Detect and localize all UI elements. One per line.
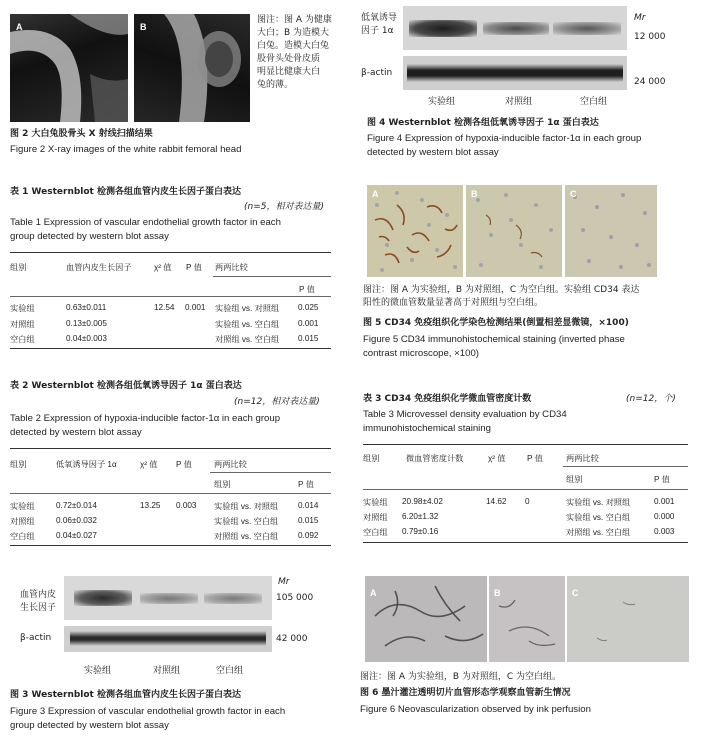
table2-cell: 0.72±0.014 <box>56 501 97 510</box>
fig4-mw-actin: 24 000 <box>634 77 666 87</box>
fig6-image-c <box>567 576 689 662</box>
table2-note: (n=12，相对表达量) <box>234 397 320 407</box>
stain-vessels-b <box>466 185 562 277</box>
fig4-caption-cn: 图 4 Westernblot 检测各组低氧诱导因子 1α 蛋白表达 <box>367 118 599 128</box>
table3-bottom-rule <box>363 542 688 543</box>
fig4-lane-label: 对照组 <box>505 97 533 107</box>
table3-note: (n=12，个) <box>626 394 676 404</box>
table1-sub-rule <box>213 276 331 277</box>
table2-cell: 0.015 <box>298 516 319 525</box>
table3-cell: 实验组 <box>363 498 388 507</box>
table1-note: (n=5，相对表达量) <box>244 202 324 212</box>
fig3-caption-cn: 图 3 Westernblot 检测各组血管内皮生长因子蛋白表达 <box>10 690 241 700</box>
table1-top-rule <box>10 252 331 253</box>
table1-header: P 值 <box>299 285 315 294</box>
table2-bottom-rule <box>10 545 331 546</box>
fig2-note-line: 股骨头处骨皮质 <box>257 54 321 64</box>
fig6-note: 图注：图 A 为实验组，B 为对照组，C 为空白组。 <box>360 672 562 682</box>
table2-top-rule <box>10 448 331 449</box>
panel-label-b: B <box>494 588 501 598</box>
table1-header: 两两比较 <box>215 263 248 272</box>
fig3-label-actin: β-actin <box>20 633 52 643</box>
fig5-image-a <box>367 185 463 277</box>
fig2-note <box>257 14 337 92</box>
table1-cell: 实验组 vs. 空白组 <box>215 320 280 329</box>
fig4-caption-en-line: Figure 4 Expression of hypoxia-inducible factor-1α in each group <box>367 133 642 144</box>
fig3-blot-actin <box>64 626 272 652</box>
table1-header: P 值 <box>186 263 202 272</box>
panel-label-a: A <box>370 588 377 598</box>
table2-title-en-line: Table 2 Expression of hypoxia-inducible factor-1α in each group <box>10 413 281 424</box>
table2-cell: 0.014 <box>298 501 319 510</box>
table2-header: 组别 <box>10 460 27 469</box>
blot-band <box>407 64 623 82</box>
table2-cell: 0.003 <box>176 501 197 510</box>
blot-band <box>70 631 266 646</box>
blot-band <box>204 593 262 604</box>
table3-header: 组别 <box>566 475 583 484</box>
fig3-caption-en-line: group detected by western blot assay <box>10 720 169 731</box>
fig5-note-line: 图注：图 A 为实验组，B 为对照组，C 为空白组。实验组 CD34 表达 <box>363 285 640 295</box>
table3-header: 微血管密度计数 <box>406 454 464 463</box>
fig4-caption-en-line: detected by western blot assay <box>367 147 499 158</box>
fig5-caption-en-line: Figure 5 CD34 immunohistochemical staining (inverted phase <box>363 334 625 345</box>
fig3-mw-vegf: 105 000 <box>276 593 314 603</box>
table3-title-en <box>363 408 567 436</box>
panel-label-c: C <box>570 189 577 199</box>
table2-mid-rule <box>10 493 331 494</box>
table2-cell: 对照组 vs. 空白组 <box>214 532 279 541</box>
table3-cell: 对照组 vs. 空白组 <box>566 528 631 537</box>
panel-label-b: B <box>471 189 478 199</box>
table1-cell: 实验组 <box>10 304 35 313</box>
fig3-label-line: 生长因子 <box>20 603 57 613</box>
fig4-label-hif <box>361 12 397 38</box>
panel-label-b: B <box>140 22 147 32</box>
fig5-note <box>363 284 639 310</box>
fig6-image-a <box>365 576 487 662</box>
fig5-caption-cn: 图 5 CD34 免疫组织化学染色检测结果(倒置相差显微镜，×100) <box>363 318 629 328</box>
table1-cell: 0.63±0.011 <box>66 303 107 312</box>
fig5-caption-en <box>363 333 625 361</box>
xray-bone-b <box>134 14 250 122</box>
fig5-caption-en-line: contrast microscope, ×100) <box>363 348 479 359</box>
blot-band <box>483 22 549 35</box>
fig4-label-line: 低氧诱导 <box>361 13 398 23</box>
table1-cell: 空白组 <box>10 335 35 344</box>
xray-image-a <box>10 14 128 122</box>
blot-band <box>140 593 198 604</box>
table2-cell: 空白组 <box>10 532 35 541</box>
table2-sub-rule <box>210 472 331 473</box>
panel-label-a: A <box>16 22 23 32</box>
table1-cell: 0.025 <box>298 303 319 312</box>
table1-title-cn: 表 1 Westernblot 检测各组血管内皮生长因子蛋白表达 <box>10 187 241 197</box>
table2-header: 低氧诱导因子 1α <box>56 460 117 469</box>
table2-cell: 对照组 <box>10 517 35 526</box>
ink-vessels-a <box>365 576 487 662</box>
fig2-note-line: 明显比健康大白 <box>257 67 321 77</box>
table3-header: 组别 <box>363 454 380 463</box>
table1-cell: 对照组 <box>10 320 35 329</box>
xray-bone-a <box>10 14 128 122</box>
table1-title-en-line: Table 1 Expression of vascular endothelial growth factor in each <box>10 217 281 228</box>
table2-cell: 实验组 <box>10 502 35 511</box>
table3-title-en-line: Table 3 Microvessel density evaluation by CD34 <box>363 409 567 420</box>
table3-header: P 值 <box>527 454 543 463</box>
stain-vessels-a <box>367 185 463 277</box>
table2-header: 两两比较 <box>214 460 247 469</box>
stain-vessels-c <box>565 185 657 277</box>
fig2-caption-en: Figure 2 X-ray images of the white rabbit femoral head <box>10 144 242 155</box>
table3-cell: 6.20±1.32 <box>402 512 439 521</box>
fig2-note-line: 白兔。造模大白兔 <box>257 41 330 51</box>
fig4-lane-label: 实验组 <box>428 97 456 107</box>
table2-cell: 实验组 vs. 空白组 <box>214 517 279 526</box>
ink-vessels-c <box>567 576 689 662</box>
fig3-lane-label: 对照组 <box>153 666 181 676</box>
fig3-lane-label: 空白组 <box>216 666 244 676</box>
table3-cell: 20.98±4.02 <box>402 497 443 506</box>
fig4-lane-label: 空白组 <box>580 97 608 107</box>
table3-mid-rule <box>363 489 688 490</box>
table3-cell: 实验组 vs. 对照组 <box>566 498 631 507</box>
blot-band <box>74 590 132 606</box>
fig6-image-b <box>489 576 565 662</box>
table3-cell: 对照组 <box>363 513 388 522</box>
table2-header: P 值 <box>298 480 314 489</box>
table1-cell: 实验组 vs. 对照组 <box>215 304 280 313</box>
fig5-image-c <box>565 185 657 277</box>
fig2-note-line: 图注：图 A 为健康 <box>257 15 332 25</box>
fig3-caption-en-line: Figure 3 Expression of vascular endothelial growth factor in each <box>10 706 286 717</box>
fig3-mr-label: Mr <box>278 577 290 587</box>
table1-bottom-rule <box>10 348 331 349</box>
fig4-label-actin: β-actin <box>361 68 393 78</box>
fig2-note-line: 兔的薄。 <box>257 80 294 90</box>
table3-cell: 0.001 <box>654 497 675 506</box>
table1-cell: 0.001 <box>185 303 206 312</box>
table1-cell: 0.04±0.003 <box>66 334 107 343</box>
table3-title-en-line: immunohistochemical staining <box>363 423 491 434</box>
table2-title-en-line: detected by western blot assay <box>10 427 142 438</box>
fig6-caption-en: Figure 6 Neovascularization observed by ink perfusion <box>360 704 591 715</box>
panel-label-a: A <box>372 189 379 199</box>
table1-title-en-line: group detected by western blot assay <box>10 231 169 242</box>
table1-cell: 对照组 vs. 空白组 <box>215 335 280 344</box>
table3-header: P 值 <box>654 475 670 484</box>
table1-title-en <box>10 216 281 244</box>
table1-mid-rule <box>10 296 331 297</box>
blot-band <box>553 22 621 35</box>
table2-cell: 0.06±0.032 <box>56 516 97 525</box>
fig3-lane-label: 实验组 <box>84 666 112 676</box>
panel-label-c: C <box>572 588 579 598</box>
table3-cell: 实验组 vs. 空白组 <box>566 513 631 522</box>
table1-cell: 0.13±0.005 <box>66 319 107 328</box>
fig4-mw-hif: 12 000 <box>634 32 666 42</box>
table2-header: χ² 值 <box>140 460 158 469</box>
table1-header: 组别 <box>10 263 27 272</box>
fig4-caption-en <box>367 132 641 160</box>
table1-cell: 0.001 <box>298 319 319 328</box>
table3-cell: 0.000 <box>654 512 675 521</box>
table2-cell: 13.25 <box>140 501 161 510</box>
fig5-note-line: 阳性的微血管数量显著高于对照组与空白组。 <box>363 298 544 308</box>
table3-header: 两两比较 <box>566 454 599 463</box>
table3-cell: 空白组 <box>363 528 388 537</box>
fig2-caption-cn: 图 2 大白兔股骨头 X 射线扫描结果 <box>10 129 153 139</box>
table3-title-cn: 表 3 CD34 免疫组织化学微血管密度计数 <box>363 394 532 404</box>
table2-header: 组别 <box>214 480 231 489</box>
fig3-label-vegf <box>20 589 56 615</box>
fig4-blot-actin <box>403 56 627 90</box>
table2-title-en <box>10 412 280 440</box>
fig3-caption-en <box>10 705 285 733</box>
table3-top-rule <box>363 444 688 445</box>
table2-header: P 值 <box>176 460 192 469</box>
table2-title-cn: 表 2 Westernblot 检测各组低氧诱导因子 1α 蛋白表达 <box>10 381 242 391</box>
table2-cell: 0.092 <box>298 531 319 540</box>
table3-cell: 0.79±0.16 <box>402 527 439 536</box>
xray-image-b <box>134 14 250 122</box>
table1-header: 血管内皮生长因子 <box>66 263 132 272</box>
table3-cell: 14.62 <box>486 497 507 506</box>
table3-cell: 0.003 <box>654 527 675 536</box>
fig3-blot-vegf <box>64 576 272 620</box>
fig2-note-line: 大白；B 为造模大 <box>257 28 330 38</box>
table3-sub-rule <box>563 466 688 467</box>
fig6-caption-cn: 图 6 墨汁灌注透明切片血管形态学观察血管新生情况 <box>360 688 571 698</box>
table3-cell: 0 <box>525 497 530 506</box>
fig4-mr-label: Mr <box>634 13 646 23</box>
blot-band <box>409 20 477 37</box>
table1-cell: 12.54 <box>154 303 175 312</box>
table2-cell: 实验组 vs. 对照组 <box>214 502 279 511</box>
fig3-mw-actin: 42 000 <box>276 634 308 644</box>
fig4-label-line: 因子 1α <box>361 26 394 36</box>
table1-cell: 0.015 <box>298 334 319 343</box>
table2-cell: 0.04±0.027 <box>56 531 97 540</box>
table1-header: χ² 值 <box>154 263 172 272</box>
fig3-label-line: 血管内皮 <box>20 590 57 600</box>
fig4-blot-hif <box>403 6 627 50</box>
table3-header: χ² 值 <box>488 454 506 463</box>
fig5-image-b <box>466 185 562 277</box>
